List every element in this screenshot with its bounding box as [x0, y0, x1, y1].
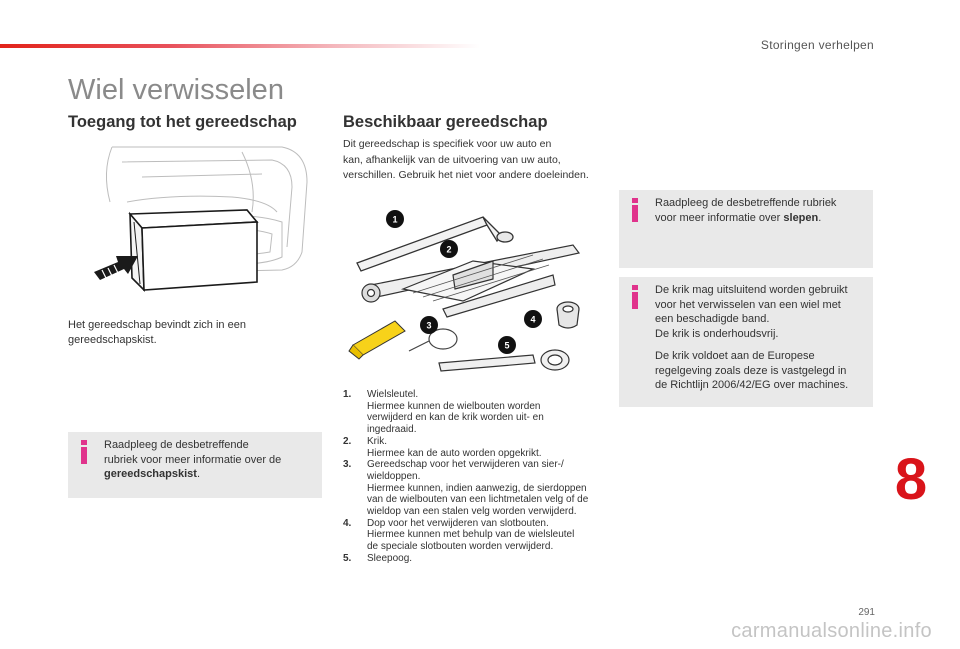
list-item: [343, 436, 605, 459]
body-line: Het gereedschap bevindt zich in een: [68, 319, 246, 331]
body-line: gereedschapskist.: [68, 334, 157, 346]
callout-3: [420, 316, 438, 334]
note-tail: .: [196, 468, 200, 480]
body-line: kan, afhankelijk van de uitvoering van uw auto,: [343, 153, 561, 166]
toolbox-location-text: [68, 318, 246, 348]
item-line: Hiermee kunnen de wielbouten worden: [367, 400, 541, 412]
note-line: voor meer informatie over: [655, 211, 784, 224]
list-item: [343, 459, 605, 518]
callout-4: [524, 310, 542, 328]
note-line: regelgeving zoals deze is vastgelegd in: [655, 364, 847, 377]
callout-1: [386, 210, 404, 228]
callout-5: [498, 336, 516, 354]
section-header: Storingen verhelpen: [760, 38, 874, 52]
page-number: 291: [858, 607, 875, 618]
item-line: verwijderd en kan de krik worden uit- en: [367, 412, 544, 424]
note-line: Raadpleeg de desbetreffende rubriek: [655, 197, 837, 209]
note-line: De krik mag uitsluitend worden gebruikt: [655, 284, 848, 296]
item-line: Krik.: [367, 435, 387, 447]
note-line: rubriek voor meer informatie over de: [104, 453, 282, 466]
note-line: Raadpleeg de desbetreffende: [104, 439, 249, 451]
callout-2: [440, 240, 458, 258]
item-line: van de wielbouten van een lichtmetalen velg of de: [367, 494, 589, 506]
note-bold-text: slepen: [783, 211, 819, 224]
note-bold-text: gereedschapskist: [104, 468, 197, 480]
note-line: De krik is onderhoudsvrij.: [655, 327, 779, 340]
item-line: ingedraaid.: [367, 424, 417, 436]
header-accent-bar: [0, 44, 480, 48]
info-note-jack: [619, 277, 873, 407]
note-line: voor het verwisselen van een wiel met: [655, 298, 841, 311]
body-line: verschillen. Gebruik het niet voor andere doeleinden.: [343, 169, 589, 181]
tools-intro-text: [343, 137, 589, 184]
callout-label: 3: [426, 320, 432, 331]
tools-illustration: [343, 205, 605, 383]
info-icon: [628, 198, 642, 222]
note-line: De krik voldoet aan de Europese: [655, 350, 815, 362]
seat-toolbox-illustration: [82, 142, 320, 300]
info-icon: [77, 440, 91, 464]
callout-label: 1: [392, 214, 398, 225]
item-line: Sleepoog.: [367, 552, 413, 564]
body-line: Dit gereedschap is specifiek voor uw auto en: [343, 138, 552, 150]
item-line: Gereedschap voor het verwijderen van sier-/: [367, 459, 564, 471]
note-tail: .: [818, 211, 822, 224]
list-item: [343, 389, 605, 436]
left-heading: Toegang tot het gereedschap: [68, 113, 297, 131]
list-item: [343, 553, 605, 565]
item-line: wieldop van een stalen velg worden verwijderd.: [367, 506, 577, 518]
item-line: Dop voor het verwijderen van slotbouten.: [367, 517, 549, 529]
item-line: Hiermee kunnen met behulp van de wielsleutel: [367, 529, 575, 541]
callout-label: 4: [530, 314, 536, 325]
callout-label: 5: [504, 340, 510, 351]
item-number: 5.: [343, 552, 352, 564]
item-number: 1.: [343, 389, 352, 400]
watermark: carmanualsonline.info: [731, 620, 932, 642]
item-number: 4.: [343, 517, 352, 529]
info-note-toolbox: [68, 432, 322, 498]
item-line: wieldoppen.: [367, 470, 421, 482]
info-icon: [628, 285, 642, 309]
note-line: de Richtlijn 2006/42/EG over machines.: [655, 379, 849, 391]
item-number: 2.: [343, 435, 352, 447]
item-number: 3.: [343, 459, 352, 471]
page-title: Wiel verwisselen: [68, 74, 284, 106]
item-line: de speciale slotbouten worden verwijderd.: [367, 541, 554, 553]
tools-list: [343, 389, 605, 565]
chapter-number: 8: [894, 447, 928, 512]
info-note-towing: [619, 190, 873, 268]
list-item: [343, 518, 605, 553]
item-line: Wielsleutel.: [367, 389, 419, 400]
item-line: Hiermee kunnen, indien aanwezig, de sierdoppen: [367, 482, 587, 494]
item-line: Hiermee kan de auto worden opgekrikt.: [367, 447, 542, 459]
note-line: een beschadigde band.: [655, 313, 770, 325]
middle-heading: Beschikbaar gereedschap: [343, 113, 548, 131]
callout-label: 2: [446, 244, 452, 255]
